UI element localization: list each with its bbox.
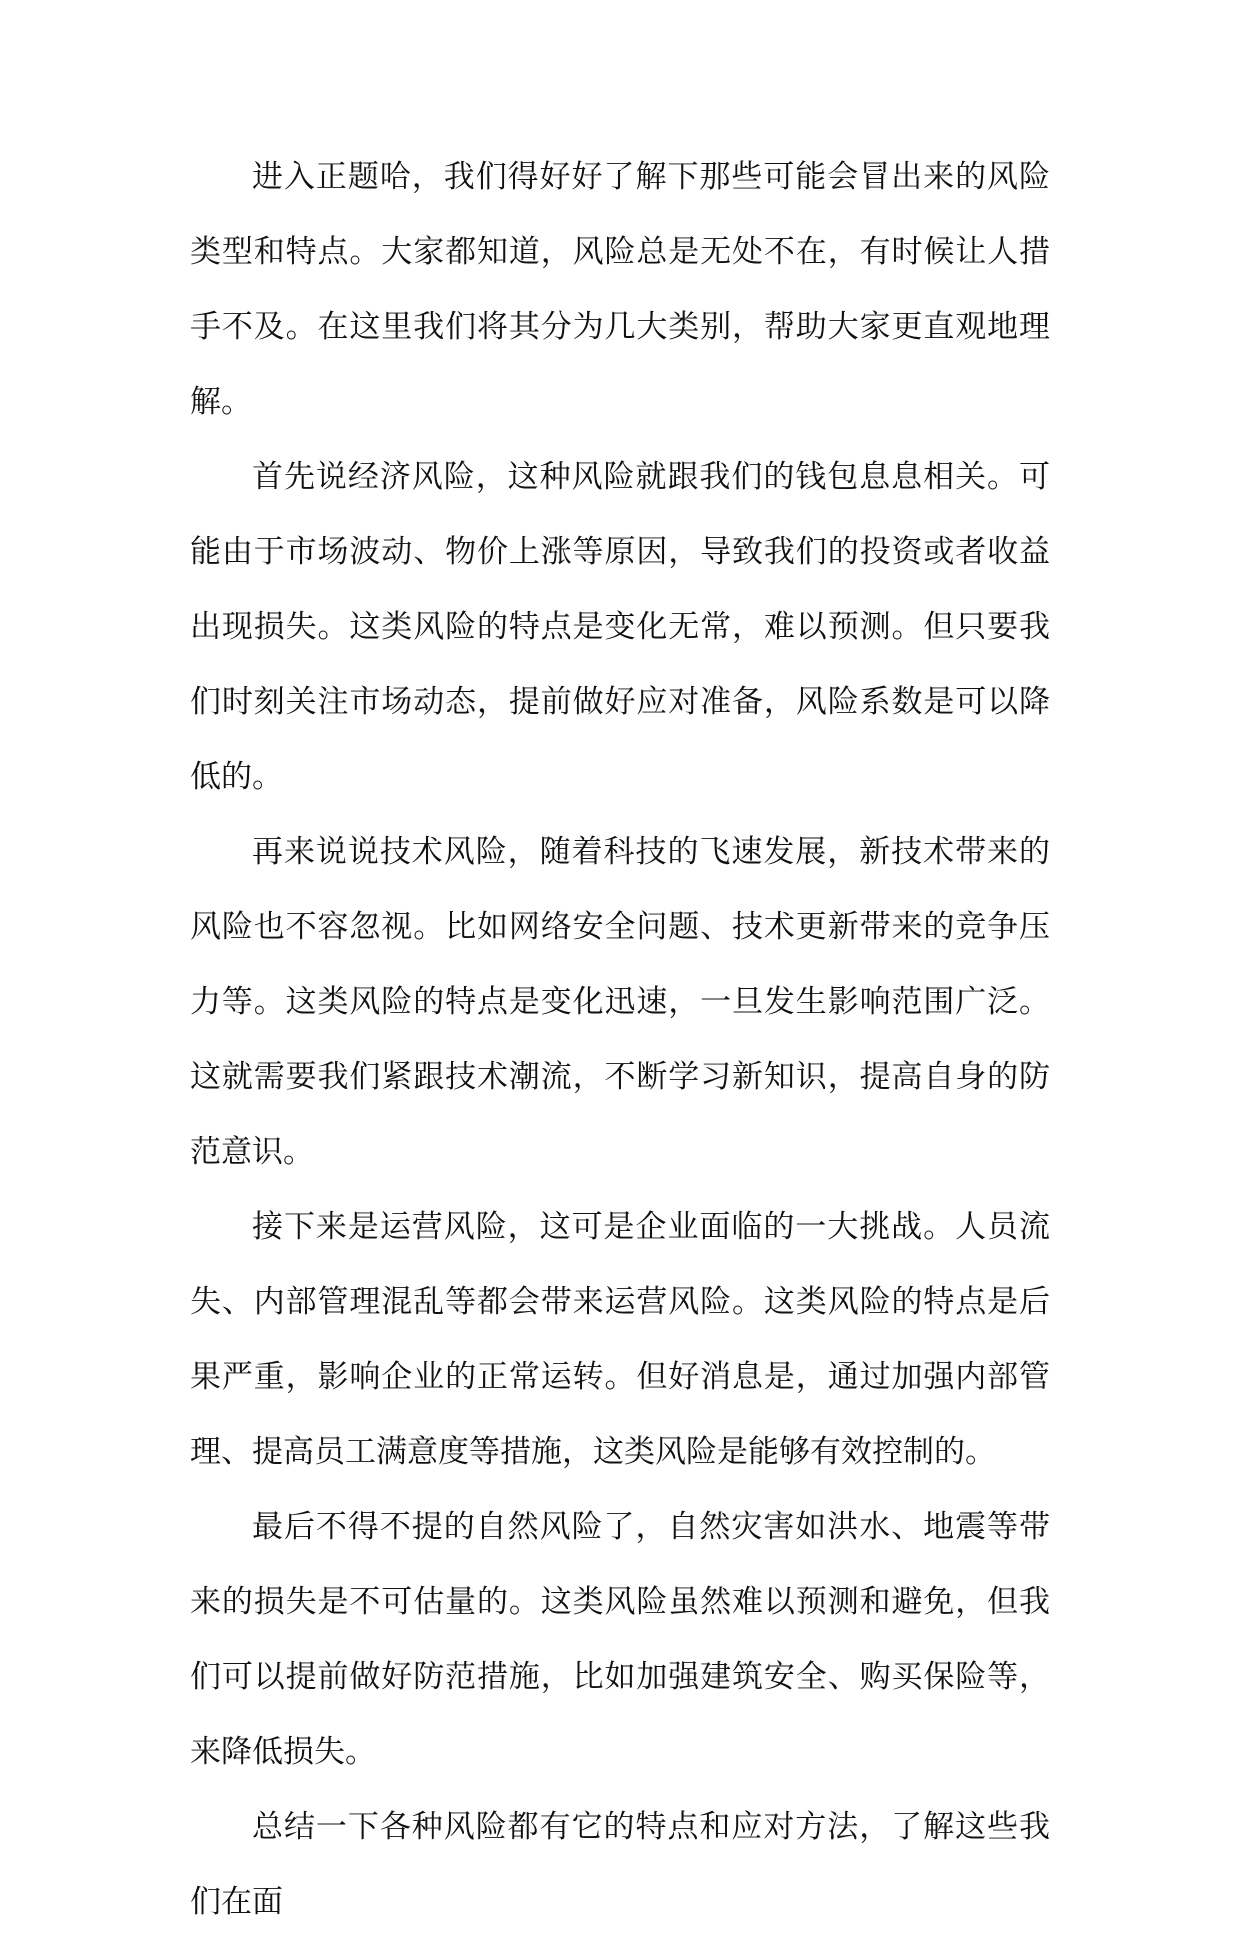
- document-body: [190, 140, 1050, 1940]
- paragraph-operational-risk: 接下来是运营风险，这可是企业面临的一大挑战。人员流失、内部管理混乱等都会带来运营风险。这类风险的特点是后果严重，影响企业的正常运转。但好消息是，通过加强内部管理、提高员工满意度等措施，这类风险是能够有效控制的。: [190, 1209, 1050, 1470]
- paragraph-natural-risk: 最后不得不提的自然风险了，自然灾害如洪水、地震等带来的损失是不可估量的。这类风险虽然难以预测和避免，但我们可以提前做好防范措施，比如加强建筑安全、购买保险等，来降低损失。: [190, 1509, 1050, 1770]
- paragraph-intro: 进入正题哈，我们得好好了解下那些可能会冒出来的风险类型和特点。大家都知道，风险总是无处不在，有时候让人措手不及。在这里我们将其分为几大类别，帮助大家更直观地理解。: [190, 159, 1050, 420]
- paragraph-summary: 总结一下各种风险都有它的特点和应对方法，了解这些我们在面: [190, 1809, 1050, 1920]
- paragraph-economic-risk: 首先说经济风险，这种风险就跟我们的钱包息息相关。可能由于市场波动、物价上涨等原因，导致我们的投资或者收益出现损失。这类风险的特点是变化无常，难以预测。但只要我们时刻关注市场动态，提前做好应对准备，风险系数是可以降低的。: [190, 459, 1050, 795]
- paragraph-technical-risk: 再来说说技术风险，随着科技的飞速发展，新技术带来的风险也不容忽视。比如网络安全问题、技术更新带来的竞争压力等。这类风险的特点是变化迅速，一旦发生影响范围广泛。这就需要我们紧跟技术潮流，不断学习新知识，提高自身的防范意识。: [190, 834, 1050, 1170]
